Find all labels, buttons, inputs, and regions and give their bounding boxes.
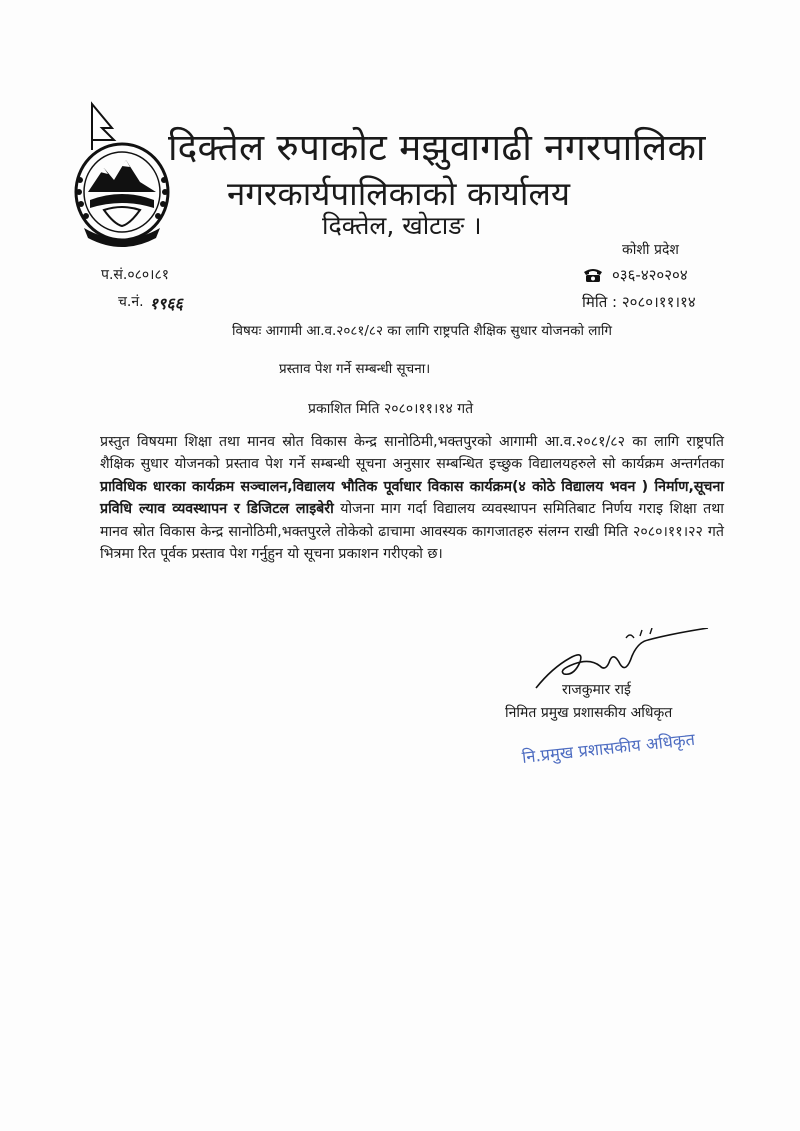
letter-date: मिति : २०८०।११।१४: [582, 293, 696, 311]
telephone-icon: [582, 267, 604, 283]
office-address: दिक्तेल, खोटाङ ।: [322, 211, 482, 240]
office-title-municipality: दिक्तेल रुपाकोट मझुवागढी नगरपालिका: [168, 126, 706, 169]
officer-title: निमित प्रमुख प्रशासकीय अधिकृत: [505, 705, 673, 721]
dispatch-row: [118, 292, 183, 314]
office-title-executive: नगरकार्यपालिकाको कार्यालय: [227, 174, 570, 213]
published-date: प्रकाशित मिति २०८०।११।१४ गते: [308, 401, 474, 417]
nepal-emblem-logo: [70, 100, 174, 248]
officer-name: राजकुमार राई: [562, 682, 631, 698]
notice-body: [100, 431, 724, 565]
subject-line-1: विषयः आगामी आ.व.२०८१/८२ का लागि राष्ट्रपति शैक्षिक सुधार योजनको लागि: [232, 323, 612, 339]
body-part-2: योजना माग गर्दा विद्यालय व्यवस्थापन समितिबाट निर्णय गराइ शिक्षा तथा मानव स्रोत विकास केन्द्र सानोठिमी,भक्तपुरले तोकेको ढाचामा आवस्यक कागजातहरु संलग्न राखी मिति २०८०।११।२२ गते भित्रमा रित पूर्वक प्रस्ताव पेश गर्नुहुन यो सूचना प्रकाशन गरीएको छ।: [100, 501, 724, 563]
body-bold-programs: प्राविधिक धारका कार्यक्रम सञ्चालन,विद्यालय भौतिक पूर्वाधार विकास कार्यक्रम(४ कोठे विद्यालय भवन ) निर्माण,सूचना प्रविधि ल्याव व्यवस्थापन र डिजिटल लाइबेरी: [100, 478, 724, 518]
official-stamp: नि.प्रमुख प्रशासकीय अधिकृत: [521, 729, 696, 767]
body-part-1: प्रस्तुत विषयमा शिक्षा तथा मानव स्रोत विकास केन्द्र सानोठिमी,भक्तपुरको आगामी आ.व.२०८१/८२ का लागि राष्ट्रपति शैक्षिक सुधार योजनको प्रस्ताव पेश गर्ने सम्बन्धी सूचना अनुसार सम्बन्धित इच्छुक विद्यालयहरुले सो कार्यक्रम अन्तर्गतका: [100, 434, 724, 473]
subject-line-2: प्रस्ताव पेश गर्ने सम्बन्धी सूचना।: [279, 361, 431, 377]
letter-number: प.सं.०८०।८१: [101, 267, 170, 283]
dispatch-number: १९६६: [149, 294, 183, 313]
phone-row: [582, 265, 688, 285]
phone-number: ०३६-४२०२०४: [612, 266, 688, 284]
dispatch-label: च.नं.: [118, 294, 144, 310]
province-label: कोशी प्रदेश: [622, 242, 679, 258]
